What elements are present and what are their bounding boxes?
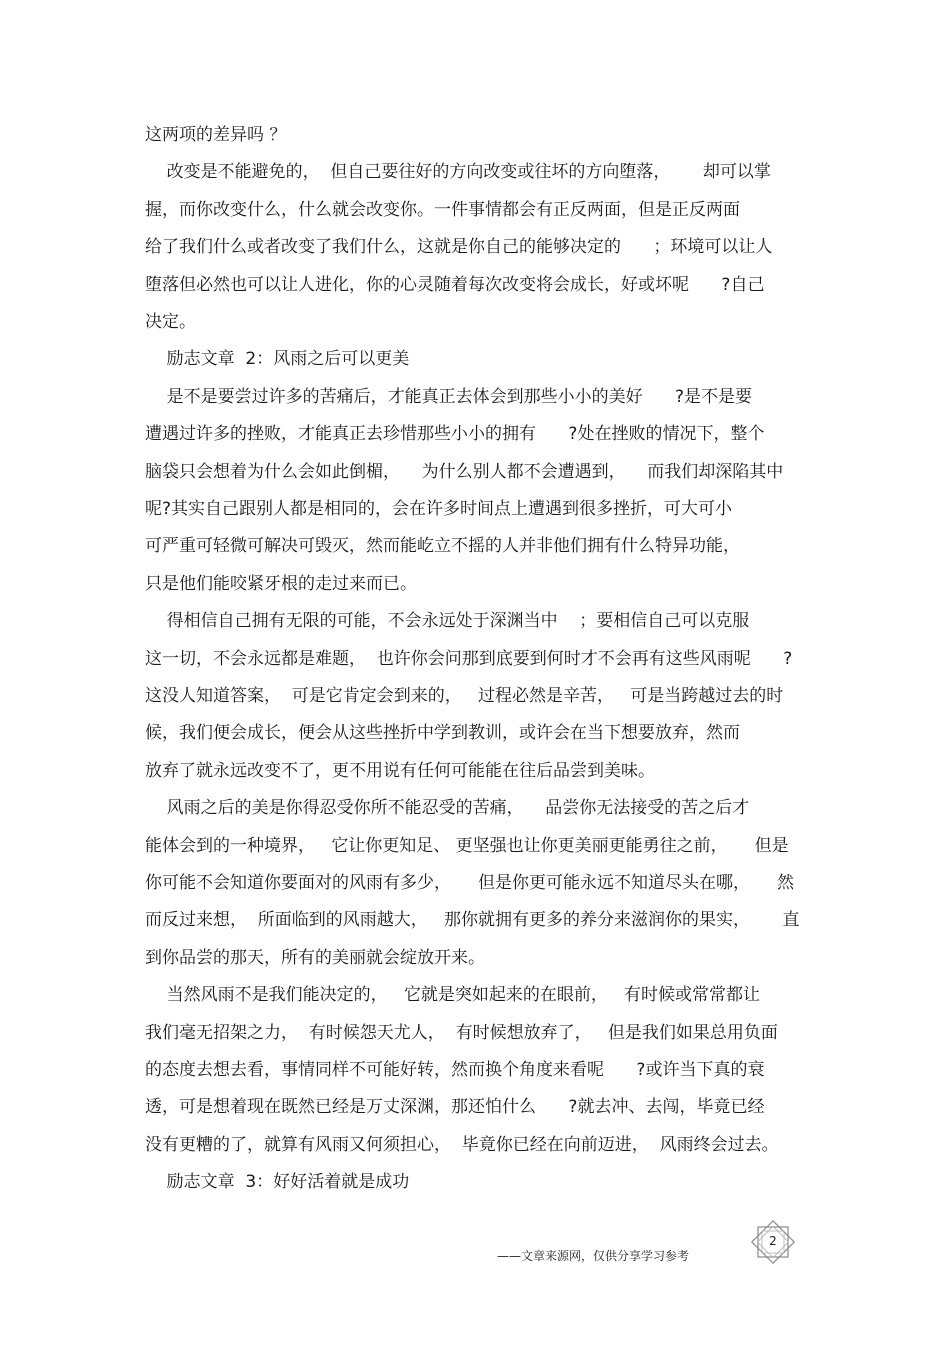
text-line: 这一切，不会永远都是难题， 也许你会问那到底要到何时才不会再有这些风雨呢 ? — [145, 648, 793, 669]
text-line: 能体会到的一种境界， 它让你更知足、 更坚强也让你更美丽更能勇往之前， 但是 — [145, 835, 789, 856]
text-line: 你可能不会知道你要面对的风雨有多少， 但是你更可能永远不知道尽头在哪， 然 — [145, 873, 795, 893]
text-line: 呢?其实自己跟别人都是相同的，会在许多时间点上遭遇到很多挫折，可大可小 — [145, 499, 733, 519]
text-line: 堕落但必然也可以让人进化，你的心灵随着每次改变将会成长，好或坏呢 ?自己 — [145, 274, 765, 295]
text-line: 而反过来想， 所面临到的风雨越大， 那你就拥有更多的养分来滋润你的果实， 直 — [145, 910, 800, 931]
text-line: 候，我们便会成长，便会从这些挫折中学到教训，或许会在当下想要放弃，然而 — [145, 723, 740, 744]
text-line: 脑袋只会想着为什么会如此倒楣， 为什么别人都不会遭遇到， 而我们却深陷其中 — [145, 461, 784, 482]
text-line: 的态度去想去看，事情同样不可能好转，然而换个角度来看呢 ?或许当下真的衰 — [145, 1060, 765, 1080]
text-line: 我们毫无招架之力， 有时候怨天尤人， 有时候想放弃了， 但是我们如果总用负面 — [145, 1022, 778, 1043]
footer-source-note: ——文章来源网，仅供分享学习参考 — [497, 1249, 690, 1263]
text-line: 励志文章 3：好好活着就是成功 — [145, 1172, 410, 1193]
page-number-badge — [749, 1218, 797, 1266]
text-line: 放弃了就永远改变不了，更不用说有任何可能能在往后品尝到美味。 — [145, 760, 655, 781]
text-line: 没有更糟的了，就算有风雨又何须担心， 毕竟你已经在向前迈进， 风雨终会过去。 — [145, 1134, 779, 1155]
text-line: 决定。 — [145, 312, 196, 332]
text-line: 给了我们什么或者改变了我们什么，这就是你自己的能够决定的 ；环境可以让人 — [145, 237, 773, 258]
text-line: 励志文章 2：风雨之后可以更美 — [145, 349, 410, 370]
text-line: 只是他们能咬紧牙根的走过来而已。 — [145, 573, 417, 594]
text-line: 遭遇过许多的挫败，才能真正去珍惜那些小小的拥有 ?处在挫败的情况下，整个 — [145, 424, 765, 445]
text-line: 改变是不能避免的， 但自己要往好的方向改变或往坏的方向堕落， 却可以掌 — [145, 162, 771, 183]
text-line: 到你品尝的那天，所有的美丽就会绽放开来。 — [145, 947, 485, 968]
text-line: 握，而你改变什么，什么就会改变你。一件事情都会有正反两面，但是正反两面 — [145, 199, 740, 220]
text-line: 得相信自己拥有无限的可能，不会永远处于深渊当中 ；要相信自己可以克服 — [145, 611, 750, 632]
text-line: 这没人知道答案， 可是它肯定会到来的， 过程必然是辛苦， 可是当跨越过去的时 — [145, 686, 784, 706]
text-line: 风雨之后的美是你得忍受你所不能忍受的苦痛， 品尝你无法接受的苦之后才 — [145, 798, 750, 819]
text-line: 是不是要尝过许多的苦痛后，才能真正去体会到那些小小的美好 ?是不是要 — [145, 386, 753, 407]
text-line: 可严重可轻微可解决可毁灭，然而能屹立不摇的人并非他们拥有什么特异功能， — [145, 536, 740, 557]
text-line: 这两项的差异吗 ？ — [145, 125, 287, 145]
text-line: 透，可是想着现在既然已经是万丈深渊，那还怕什么 ?就去冲、去闯，毕竟已经 — [145, 1097, 765, 1118]
text-line: 当然风雨不是我们能决定的， 它就是突如起来的在眼前， 有时候或常常都让 — [145, 985, 761, 1006]
page-number: 2 — [769, 1234, 777, 1248]
